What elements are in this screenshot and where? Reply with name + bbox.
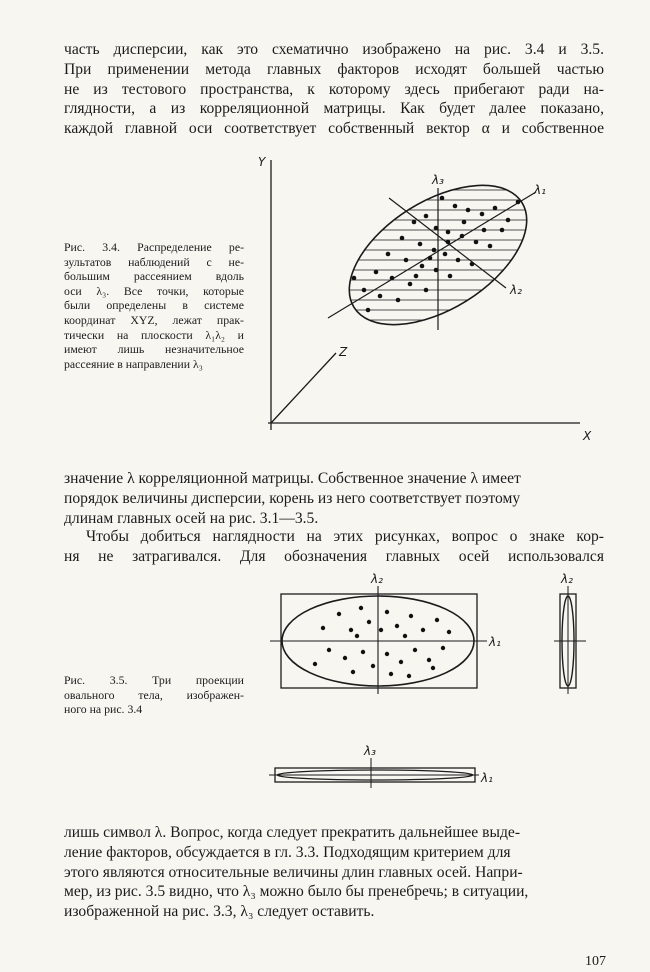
caption-line: оси λ₃. Все точки, которые <box>64 283 244 298</box>
text-line: глядности, а из корреляционной матрицы. Как будет далее показано, <box>64 100 604 118</box>
caption-line: рассеяние в направлении λ₃ <box>64 356 203 371</box>
figure-3-5-bottom-projection <box>265 742 515 790</box>
caption-line: ного на рис. 3.4 <box>64 702 143 717</box>
figure-3-5-top-projection <box>265 572 525 697</box>
paragraph-1 <box>64 40 604 139</box>
lambda-2-label: λ₂ <box>510 283 522 297</box>
text-line: значение λ корреляционной матрицы. Собственное значение λ имеет <box>64 470 521 487</box>
text-line: лишь символ λ. Вопрос, когда следует прекратить дальнейшее выде- <box>64 824 521 841</box>
text-line: При применении метода главных факторов исходят большей частью <box>64 60 604 78</box>
caption-line: Рис. 3.5. Три проекции <box>64 673 244 687</box>
lambda-3-label: λ₃ <box>364 744 376 758</box>
y-axis-label: Y <box>258 155 266 169</box>
caption-line: Рис. 3.4. Распределение ре- <box>64 240 244 254</box>
data-points <box>313 606 451 678</box>
z-axis-line <box>271 353 336 423</box>
lambda-1-label: λ₁ <box>534 183 546 197</box>
caption-line: большим рассеянием вдоль <box>64 269 244 284</box>
z-axis-label: Z <box>339 345 348 359</box>
paragraph-2 <box>64 469 604 528</box>
text-line: ня не затрагивался. Для обозначения главных осей использовался <box>64 547 604 565</box>
text-line: каждой главной оси соответствует собственный вектор α и собственное <box>64 120 604 138</box>
text-line: ление факторов, обсуждается в гл. 3.3. Подходящим критерием для <box>64 843 511 861</box>
text-line: длинам главных осей на рис. 3.1—3.5. <box>64 509 319 527</box>
paragraph-3 <box>64 527 604 567</box>
lambda-2-label: λ₂ <box>561 572 573 586</box>
caption-line: были определены в системе <box>64 298 244 313</box>
caption-line: имеют лишь незначительное <box>64 342 244 357</box>
text-line: Чтобы добиться наглядности на этих рисунках, вопрос о знаке кор- <box>86 528 604 545</box>
lambda-1-axis <box>328 192 536 318</box>
text-line: не из тестового пространства, к которому здесь прибегают ради на- <box>64 80 604 98</box>
data-points <box>352 196 521 313</box>
lambda-1-label: λ₁ <box>481 771 493 785</box>
lambda-3-label: λ₃ <box>432 173 444 187</box>
caption-line: координат XYZ, лежат прак- <box>64 312 244 327</box>
text-line: изображенной на рис. 3.3, λ₃ следует оставить. <box>64 903 375 921</box>
figure-3-4-caption <box>64 240 244 371</box>
lambda-1-label: λ₁ <box>489 635 501 649</box>
caption-line: тически на плоскости λ₁λ₂ и <box>64 327 244 342</box>
figure-3-5-caption <box>64 673 244 717</box>
text-line: часть дисперсии, как это схематично изображено на рис. 3.4 и 3.5. <box>64 41 604 58</box>
caption-line: овального тела, изображен- <box>64 687 244 702</box>
caption-line: зультатов наблюдений с не- <box>64 254 244 269</box>
paragraph-4 <box>64 823 604 922</box>
page-number: 107 <box>585 954 606 969</box>
lambda-2-label: λ₂ <box>371 572 383 586</box>
text-line: порядок величины дисперсии, корень из него соответствует поэтому <box>64 489 521 507</box>
text-line: мер, из рис. 3.5 видно, что λ₃ можно было бы пренебречь; в ситуации, <box>64 883 529 901</box>
x-axis-label: X <box>583 429 592 443</box>
figure-3-5-side-projection <box>548 572 598 697</box>
figure-3-4 <box>250 150 600 450</box>
text-line: этого являются относительные величины длин главных осей. Напри- <box>64 863 523 881</box>
